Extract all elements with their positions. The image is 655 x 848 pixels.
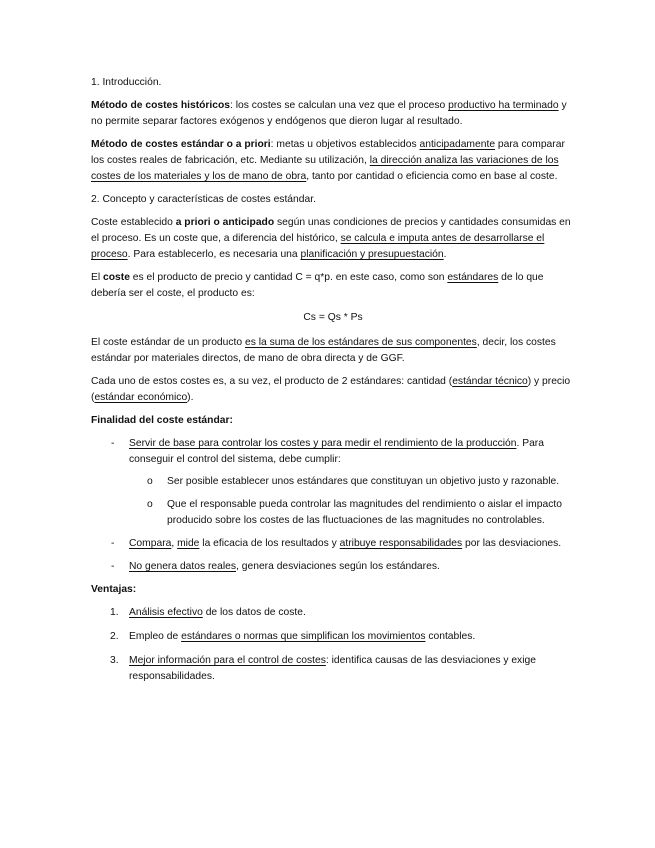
finalidad-list <box>91 436 575 575</box>
text: la eficacia de los resultados y <box>199 538 340 549</box>
finalidad-heading <box>91 413 575 429</box>
text: ) y precio ( <box>91 376 571 403</box>
paragraph-two-standards <box>91 374 575 406</box>
underlined-text: se calcula e imputa antes de desarrollarse el proceso <box>91 233 545 260</box>
text: : identifica causas de las desviaciones y exige responsabilidades. <box>129 655 536 682</box>
ventajas-heading-text: Ventajas: <box>91 584 137 595</box>
text: . Para establecerlo, es necesaria una <box>127 249 301 260</box>
text: : metas u objetivos establecidos <box>270 139 420 150</box>
term-a-priori: a priori o anticipado <box>175 217 275 228</box>
underlined-text: estándares o normas que simplifican los movimientos <box>181 631 426 642</box>
paragraph-standard-costs <box>91 137 575 185</box>
text: Coste establecido <box>91 217 176 228</box>
underlined-text: Servir de base para controlar los costes y para medir el rendimiento de la producción <box>129 438 517 449</box>
ventajas-list <box>91 605 575 685</box>
ventajas-heading <box>91 582 575 598</box>
text: según unas condiciones de precios y cantidades consumidas en el proceso. Es un coste que, a diferencia del histórico, <box>91 217 571 244</box>
sub-list <box>129 474 575 529</box>
text: por las desviaciones. <box>462 538 562 549</box>
list-number: 1. <box>110 607 119 618</box>
text: para comparar los costes reales de fabricación, etc. Mediante su utilización, <box>91 139 565 166</box>
underlined-text: planificación y presupuestación <box>300 249 444 260</box>
text: ). <box>187 392 194 403</box>
underlined-text: Análisis efectivo <box>129 607 203 618</box>
text: , decir, los costes estándar por materiales directos, de mano de obra directa y de GGF. <box>91 337 556 364</box>
text: , genera desviaciones según los estándares. <box>236 561 440 572</box>
paragraph-concept <box>91 215 575 263</box>
underlined-text: la dirección analiza las variaciones de los costes de los materiales y los de mano de obra <box>91 155 559 182</box>
section-1-heading: 1. Introducción. <box>91 77 162 88</box>
paragraph-cost-product <box>91 270 575 302</box>
section-2-heading: 2. Concepto y características de costes estándar. <box>91 194 316 205</box>
sub-list-item: o Ser posible establecer unos estándares que constituyan un objetivo justo y razonable. <box>129 474 575 490</box>
underlined-text: estándar técnico <box>452 376 528 387</box>
text: y no permite separar factores exógenos y endógenos que dieron lugar al resultado. <box>91 100 567 127</box>
text: Empleo de <box>129 631 182 642</box>
text: El <box>91 272 104 283</box>
underlined-text: es la suma de los estándares de sus componentes <box>244 337 477 348</box>
underlined-text: estándar económico <box>94 392 188 403</box>
text: : los costes se calculan una vez que el proceso <box>230 100 449 111</box>
term-coste: coste <box>103 272 130 283</box>
text: El coste estándar de un producto <box>91 337 245 348</box>
text: . <box>443 249 447 260</box>
text: , tanto por cantidad o eficiencia como en base al coste. <box>306 171 558 182</box>
term-historic-costs: Método de costes históricos <box>91 100 231 111</box>
list-item <box>91 605 575 621</box>
underlined-text: Compara <box>129 538 172 549</box>
sub-list-item: o Que el responsable pueda controlar las magnitudes del rendimiento o aislar el impacto producido sobre los costes de las fluctuaciones de las magnitudes no controlables. <box>129 497 575 529</box>
list-number: 2. <box>110 631 119 642</box>
text: , <box>171 538 178 549</box>
underlined-text: anticipadamente <box>419 139 496 150</box>
term-standard-costs: Método de costes estándar o a priori <box>91 139 271 150</box>
text: de lo que debería ser el coste, el producto es: <box>91 272 544 299</box>
paragraph-historic-costs <box>91 98 575 130</box>
text: Cada uno de estos costes es, a su vez, el producto de 2 estándares: cantidad ( <box>91 376 453 387</box>
list-item <box>91 653 575 685</box>
list-item <box>91 536 575 552</box>
text: contables. <box>425 631 476 642</box>
underlined-text: Mejor información para el control de costes <box>129 655 326 666</box>
finalidad-heading-text: Finalidad del coste estándar: <box>91 415 233 426</box>
formula: Cs = Qs * Ps <box>303 312 363 323</box>
text: . Para conseguir el control del sistema, debe cumplir: <box>129 438 544 465</box>
underlined-text: mide <box>177 538 200 549</box>
underlined-text: No genera datos reales <box>129 561 237 572</box>
list-number: 3. <box>110 655 119 666</box>
list-item <box>91 629 575 645</box>
list-item <box>91 436 575 529</box>
text: es el producto de precio y cantidad C = q*p. en este caso, como son <box>129 272 448 283</box>
text: de los datos de coste. <box>202 607 306 618</box>
underlined-text: estándares <box>447 272 499 283</box>
underlined-text: atribuye responsabilidades <box>339 538 463 549</box>
paragraph-sum-standards <box>91 335 575 367</box>
list-item <box>91 559 575 575</box>
underlined-text: productivo ha terminado <box>448 100 559 111</box>
